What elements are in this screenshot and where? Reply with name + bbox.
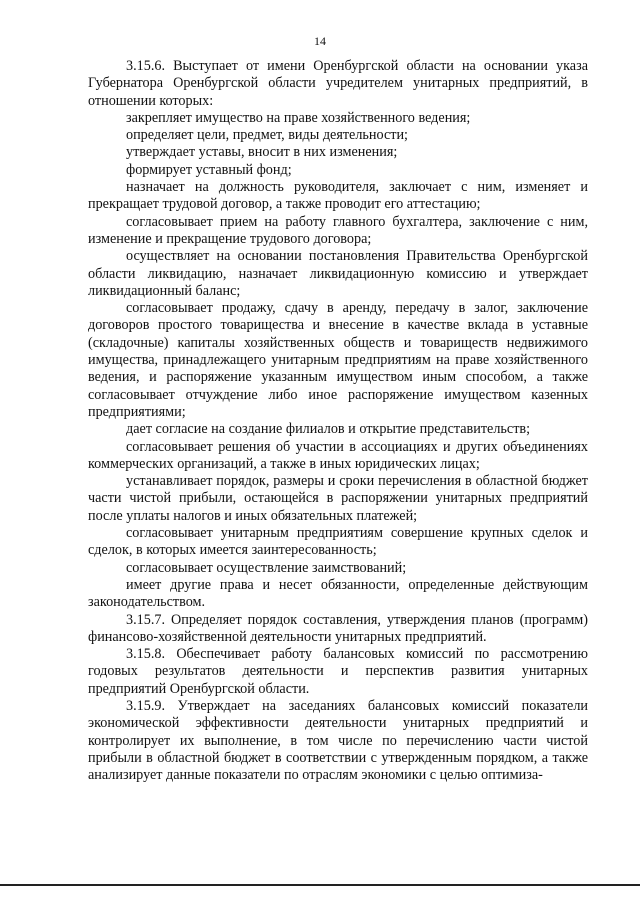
paragraph: осуществляет на основании постановления Правительства Оренбургской области ликвидацию, назначает ликвидационную комиссию и утверждает ликвидационный баланс; [88,248,588,299]
paragraph: формирует уставный фонд; [126,161,292,178]
paragraph: согласовывает решения об участии в ассоциациях и других объединениях коммерческих организаций, а также в иных юридических лицах; [88,438,588,472]
paragraph: согласовывает продажу, сдачу в аренду, передачу в залог, заключение договоров простого товарищества и внесение в качестве вклада в уставные (складочные) капиталы хозяйственных обществ и товариществ недвижимого имущества, принадлежащего унитарным предприятиям на праве хозяйственного ведения, и распоряжение указанным имуществом иным способом, а также согласовывает отчуждение либо иное распоряжение имуществом казенных предприятиями; [88,300,588,420]
paragraph: согласовывает унитарным предприятиям совершение крупных сделок и сделок, в которых имеется заинтересованность; [88,525,588,559]
paragraph: 3.15.6. Выступает от имени Оренбургской области на основании указа Губернатора Оренбургской области учредителем унитарных предприятий, в отношении которых: [88,58,588,109]
paragraph: определяет цели, предмет, виды деятельности; [126,127,408,144]
page-number: 14 [314,34,326,48]
paragraph: согласовывает прием на работу главного бухгалтера, заключение с ним, изменение и прекращение трудового договора; [88,213,588,247]
paragraph: 3.15.8. Обеспечивает работу балансовых комиссий по рассмотрению годовых результатов деятельности и перспектив развития унитарных предприятий Оренбургской области. [88,646,588,697]
paragraph: утверждает уставы, вносит в них изменения; [126,144,398,161]
paragraph: устанавливает порядок, размеры и сроки перечисления в областной бюджет части чистой прибыли, остающейся в распоряжении унитарных предприятий после уплаты налогов и иных обязательных платежей; [88,473,588,524]
paragraph: 3.15.7. Определяет порядок составления, утверждения планов (программ) финансово-хозяйственной деятельности унитарных предприятий. [88,611,588,645]
paragraph: согласовывает осуществление заимствований; [126,559,407,576]
paragraph: закрепляет имущество на праве хозяйственного ведения; [126,109,471,126]
document-body [88,58,588,784]
paragraph: имеет другие права и несет обязанности, определенные действующим законодательством. [88,576,588,611]
bottom-rule [0,884,640,886]
paragraph: назначает на должность руководителя, заключает с ним, изменяет и прекращает трудовой договор, а также проводит его аттестацию; [88,179,588,213]
paragraph: 3.15.9. Утверждает на заседаниях балансовых комиссий показатели экономической эффективности деятельности унитарных предприятий и контролирует их выполнение, в том числе по перечислению части чистой прибыли в областной бюджет в соответствии с утвержденным порядком, а также анализирует данные показатели по отраслям экономики с целью оптимиза- [88,697,588,784]
paragraph: дает согласие на создание филиалов и открытие представительств; [126,421,531,438]
